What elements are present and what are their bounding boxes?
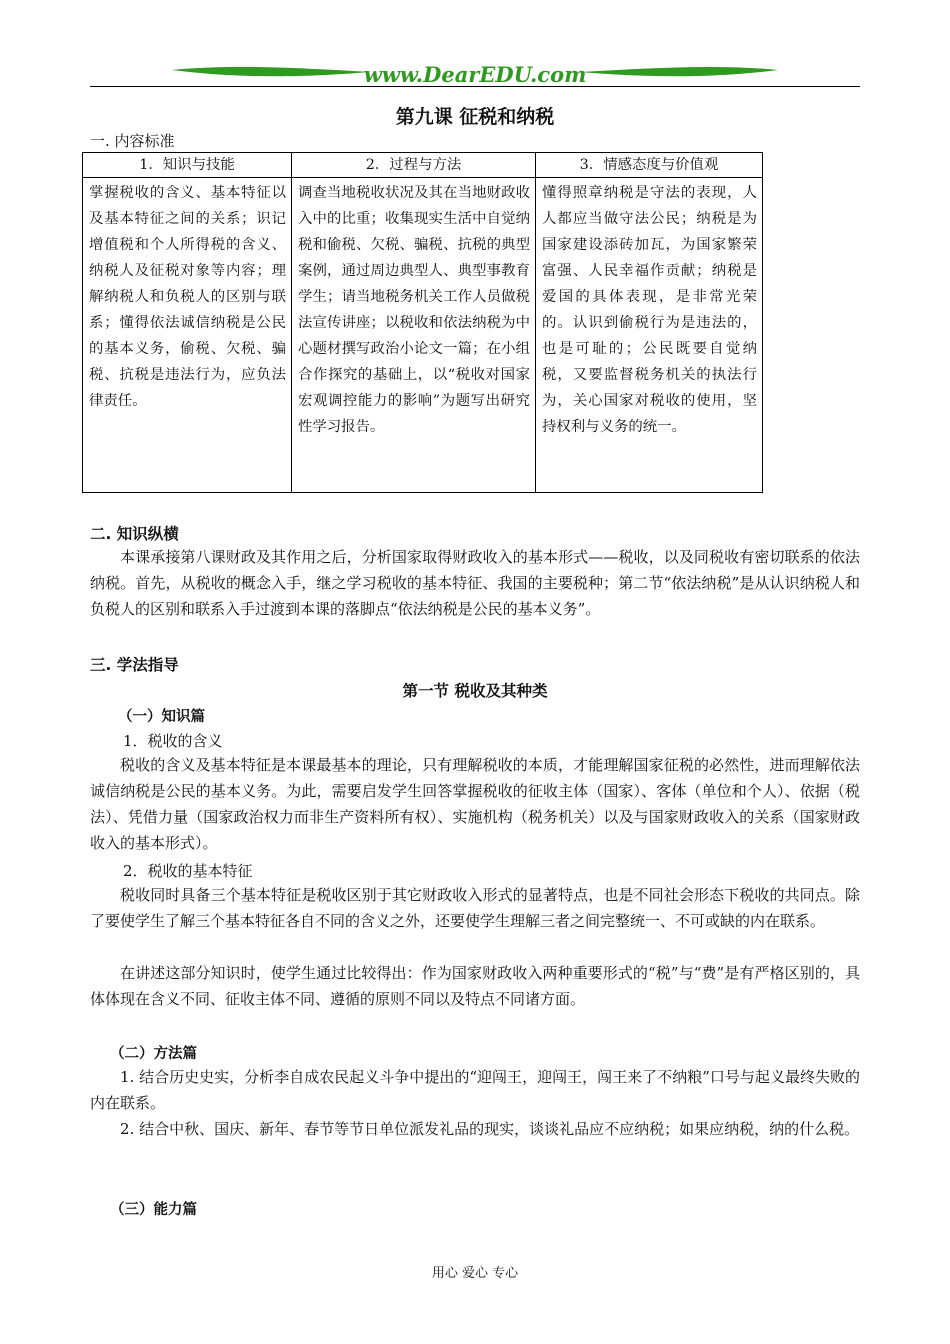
table-cell: 掌握税收的含义、基本特征以及基本特征之间的关系；识记增值税和个人所得税的含义、纳税人及征税对象等内容；理解纳税人和负税人的区别与联系；懂得依法诚信纳税是公民的基本义务，偷税、欠税、骗税、抗税是违法行为，应负法律责任。	[83, 178, 292, 493]
left-swoosh-icon	[172, 67, 370, 76]
knowledge-heading: （一）知识篇	[118, 709, 205, 725]
table-header-row	[83, 153, 763, 178]
table-row	[83, 178, 763, 493]
section2-heading: 二. 知识纵横	[90, 525, 179, 543]
column-header: 3．情感态度与价值观	[536, 153, 763, 178]
knowledge-item3-text: 在讲述这部分知识时，使学生通过比较得出：作为国家财政收入两种重要形式的“税”与“费”是有严格区别的，具体体现在含义不同、征收主体不同、遵循的原则不同以及特点不同诸方面。	[90, 964, 860, 1008]
column-header: 1．知识与技能	[83, 153, 292, 178]
ability-heading: （三）能力篇	[110, 1202, 197, 1218]
method-heading: （二）方法篇	[110, 1046, 197, 1062]
method-item1: 1. 结合历史史实，分析李自成农民起义斗争中提出的“迎闯王，迎闯王，闯王来了不纳粮”口号与起义最终失败的内在联系。	[90, 1068, 860, 1112]
knowledge-item1-title: 1．税收的含义	[123, 732, 223, 750]
knowledge-item1-text: 税收的含义及基本特征是本课最基本的理论，只有理解税收的本质，才能理解国家征税的必然性，进而理解依法诚信纳税是公民的基本义务。为此，需要启发学生回答掌握税收的征收主体（国家）、客体（单位和个人）、依据（税法）、凭借力量（国家政治权力而非生产资料所有权）、实施机构（税务机关）以及与国家财政收入的关系（国家财政收入的基本形式）。	[90, 756, 860, 852]
table-cell: 调查当地税收状况及其在当地财政收入中的比重；收集现实生活中自觉纳税和偷税、欠税、骗税、抗税的典型案例，通过周边典型人、典型事教育学生；请当地税务机关工作人员做税法宣传讲座；以税收和依法纳税为中心题材撰写政治小论文一篇；在小组合作探究的基础上，以“税收对国家宏观调控能力的影响”为题写出研究性学习报告。	[292, 178, 536, 493]
right-swoosh-icon	[580, 67, 778, 76]
logo-text: www.DearEDU.com	[363, 62, 587, 87]
page-title: 第九课 征税和纳税	[395, 106, 555, 128]
knowledge-item2-title: 2．税收的基本特征	[123, 862, 253, 880]
method-item2: 2. 结合中秋、国庆、新年、春节等节日单位派发礼品的现实，谈谈礼品应不应纳税；如果应纳税，纳的什么税。	[120, 1120, 860, 1138]
column-header: 2．过程与方法	[292, 153, 536, 178]
table-cell: 懂得照章纳税是守法的表现，人人都应当做守法公民；纳税是为国家建设添砖加瓦，为国家繁荣富强、人民幸福作贡献；纳税是爱国的具体表现，是非常光荣的。认识到偷税行为是违法的，也是可耻的；公民既要自觉纳税，又要监督税务机关的执法行为，关心国家对税收的使用，坚持权利与义务的统一。	[536, 178, 763, 493]
knowledge-item2-text: 税收同时具备三个基本特征是税收区别于其它财政收入形式的显著特点，也是不同社会形态下税收的共同点。除了要使学生了解三个基本特征各自不同的含义之外，还要使学生理解三者之间完整统一、不可或缺的内在联系。	[90, 886, 860, 930]
section2-paragraph: 本课承接第八课财政及其作用之后，分析国家取得财政收入的基本形式——税收，以及同税收有密切联系的依法纳税。首先，从税收的概念入手，继之学习税收的基本特征、我国的主要税种；第二节“依法纳税”是从认识纳税人和负税人的区别和联系入手过渡到本课的落脚点“依法纳税是公民的基本义务”。	[90, 548, 860, 618]
section3-subtitle: 第一节 税收及其种类	[402, 682, 548, 700]
page-footer: 用心 爱心 专心	[431, 1266, 519, 1281]
section3-heading: 三. 学法指导	[90, 656, 179, 674]
header-rule	[90, 86, 860, 87]
section1-heading: 一. 内容标准	[90, 132, 175, 150]
standards-table	[82, 152, 763, 493]
